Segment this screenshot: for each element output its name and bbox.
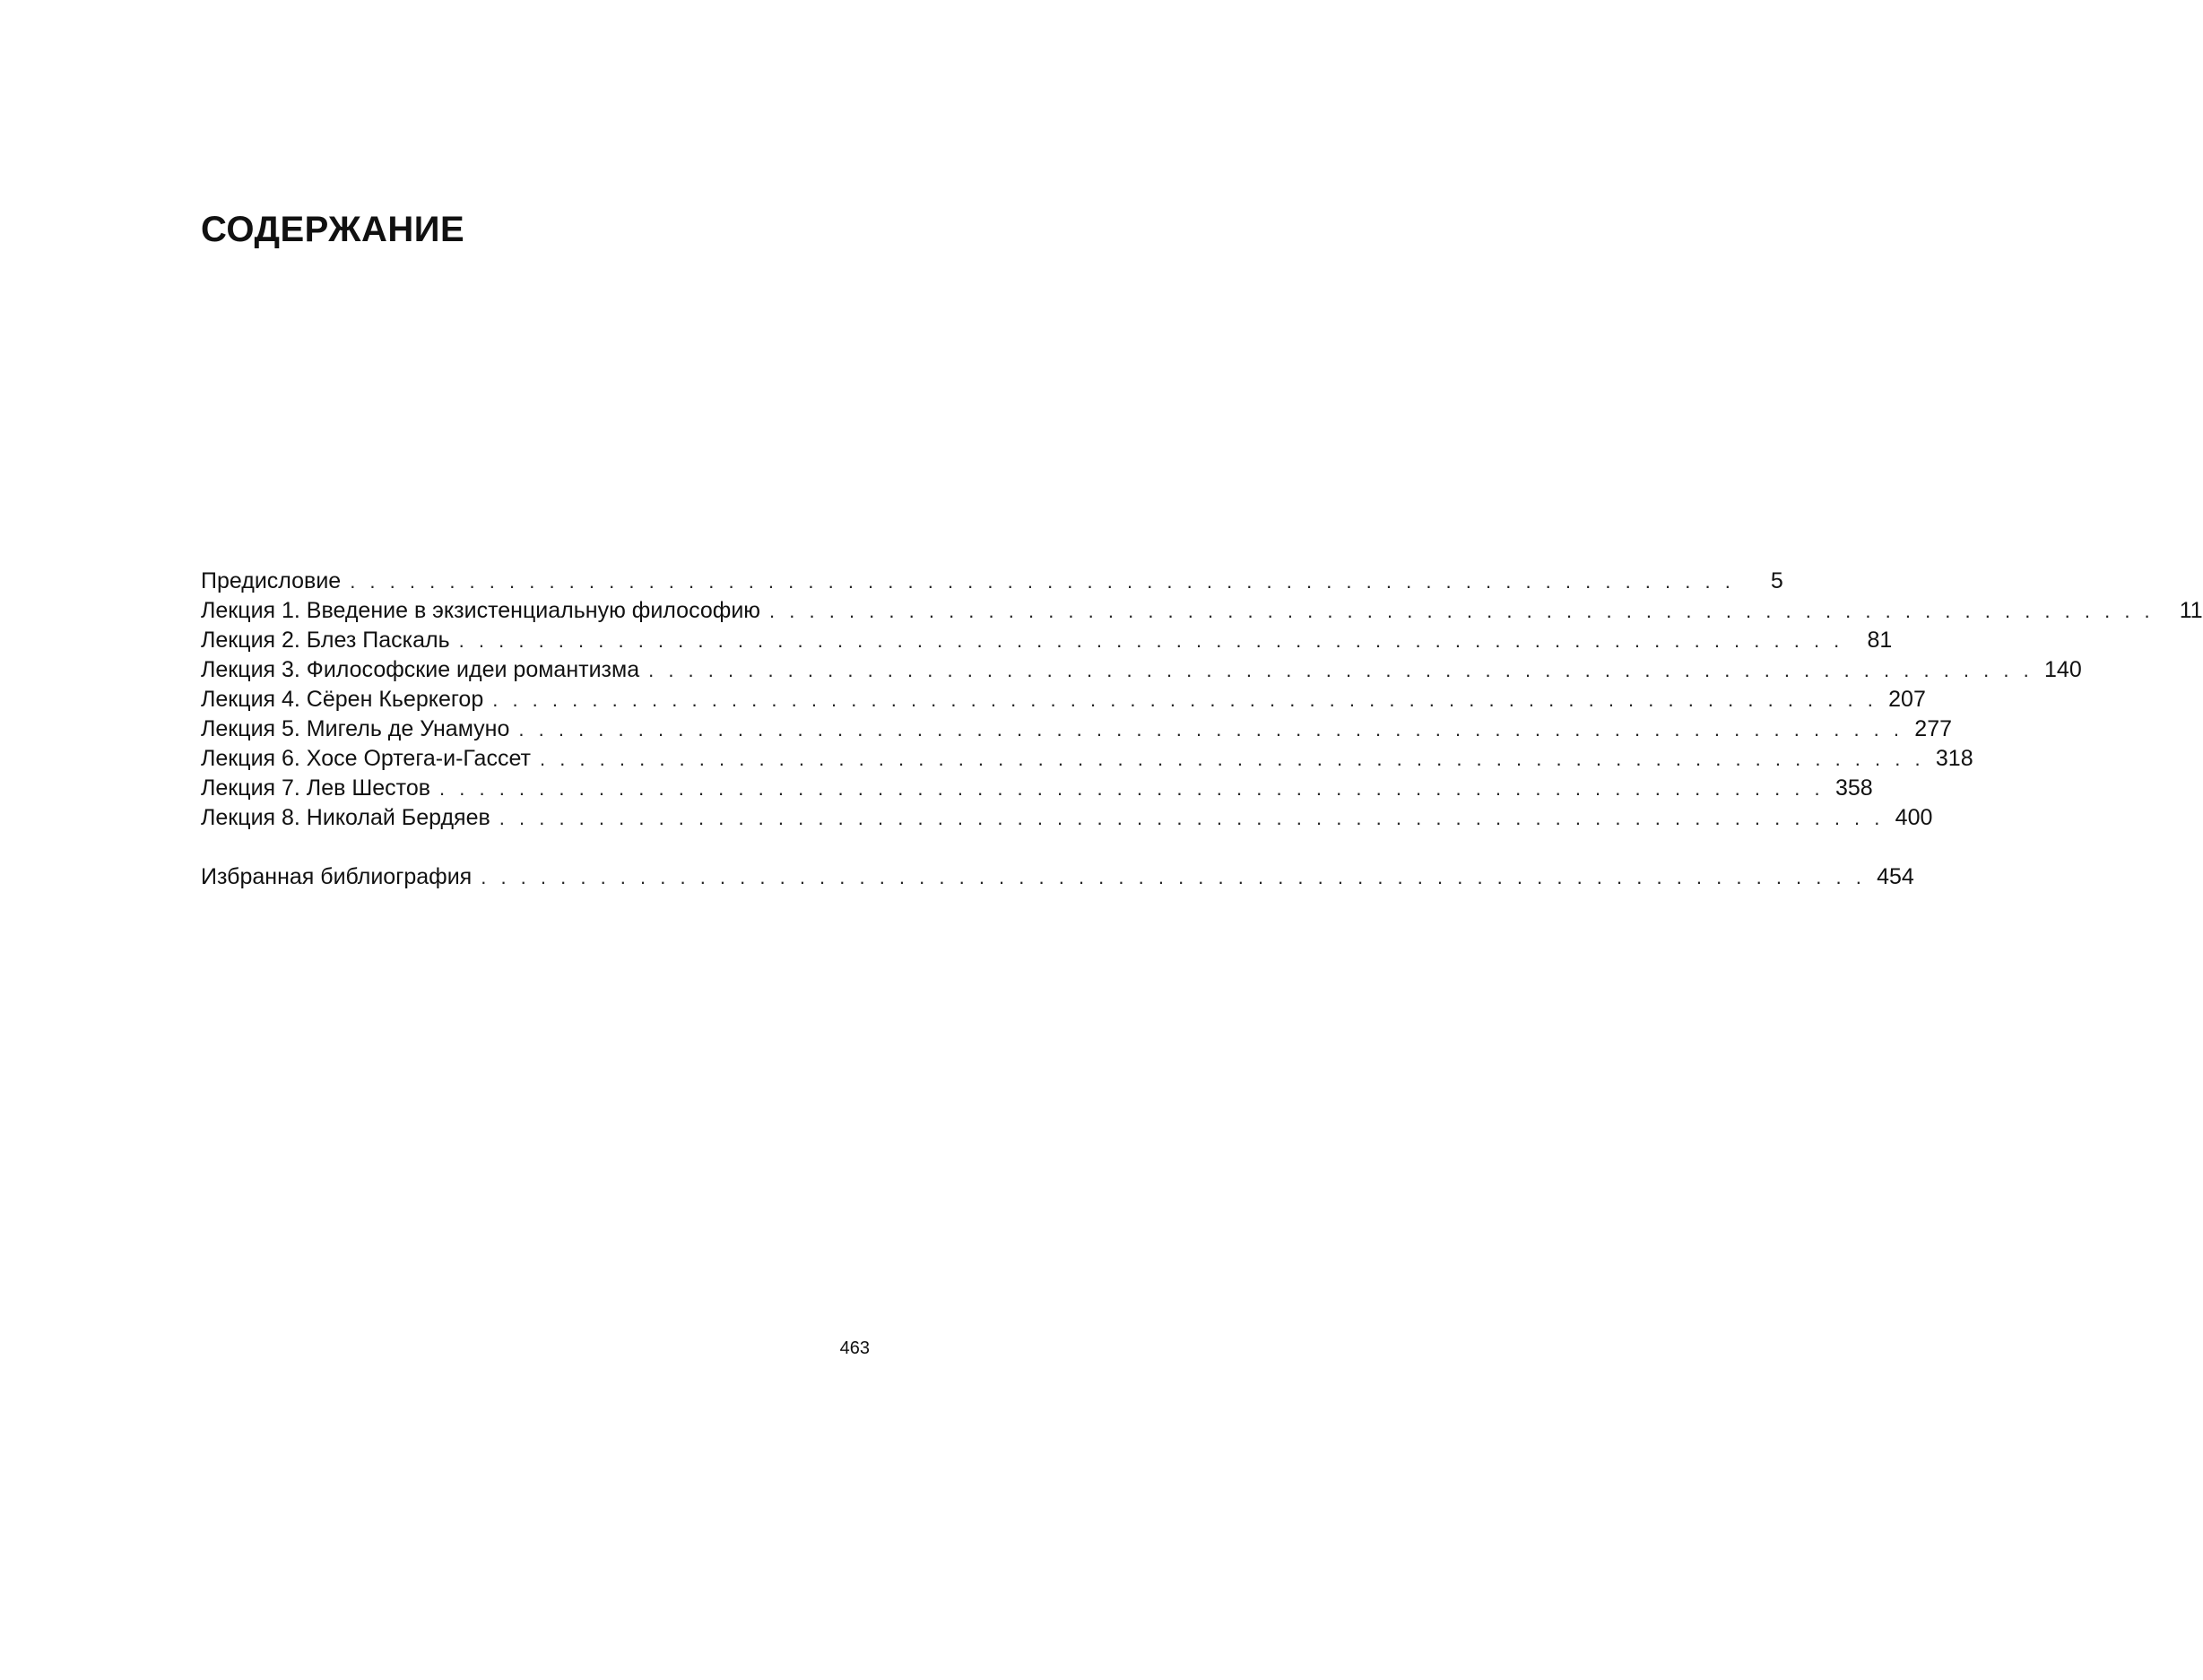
toc-entry-lecture-8[interactable] [201,803,1933,833]
table-of-contents [201,567,2203,892]
toc-entry-lecture-5[interactable] [201,714,1953,744]
toc-entry-lecture-3[interactable] [201,655,2082,685]
dot-leader: . . . . . . . . . . . . . . . . . . . . . . . . . . . . . . . . . . . . . . . . . . . . . . . . . . . . . . . . . . . . . . . . . . . . . . [458,629,1844,652]
toc-entry-lecture-4[interactable] [201,685,1926,714]
toc-entry-lecture-2[interactable] [201,626,1893,655]
toc-entry-lecture-6[interactable] [201,744,1973,774]
toc-entry-page: 454 [1877,864,1914,889]
toc-entry-title: Избранная библиография [201,864,473,889]
page-number: 463 [839,1338,870,1358]
dot-leader: . . . . . . . . . . . . . . . . . . . . . . . . . . . . . . . . . . . . . . . . . . . . . . . . . . . . . . . . . . . . . . . . . . . . . . [648,659,2034,681]
dot-leader: . . . . . . . . . . . . . . . . . . . . . . . . . . . . . . . . . . . . . . . . . . . . . . . . . . . . . . . . . . . . . . . . . . . . . . [539,748,1925,770]
toc-entry-page: 318 [1935,746,1973,771]
toc-entry-page: 277 [1914,716,1953,741]
toc-entry-lecture-1[interactable] [201,596,2203,626]
dot-leader: . . . . . . . . . . . . . . . . . . . . . . . . . . . . . . . . . . . . . . . . . . . . . . . . . . . . . . . . . . . . . . . . . . . . . . [492,688,1878,711]
toc-entry-page: 400 [1895,805,1933,830]
page-title: СОДЕРЖАНИЕ [201,210,465,249]
toc-entry-page: 140 [2044,657,2082,682]
toc-entry-title: Лекция 3. Философские идеи романтизма [201,657,640,682]
toc-entry-title: Предисловие [201,568,342,593]
dot-leader: . . . . . . . . . . . . . . . . . . . . . . . . . . . . . . . . . . . . . . . . . . . . . . . . . . . . . . . . . . . . . . . . . . . . . . [769,600,2155,622]
toc-entry-page: 81 [1867,628,1893,653]
toc-entry-title: Лекция 2. Блез Паскаль [201,628,450,653]
toc-entry-page: 5 [1770,568,1783,593]
toc-entry-title: Лекция 4. Сёрен Кьеркегор [201,687,484,712]
toc-entry-page: 11 [2179,598,2203,623]
toc-entry-page: 207 [1888,687,1926,712]
toc-entry-bibliography[interactable] [201,862,1914,892]
dot-leader: . . . . . . . . . . . . . . . . . . . . . . . . . . . . . . . . . . . . . . . . . . . . . . . . . . . . . . . . . . . . . . . . . . . . . . [350,570,1735,593]
dot-leader: . . . . . . . . . . . . . . . . . . . . . . . . . . . . . . . . . . . . . . . . . . . . . . . . . . . . . . . . . . . . . . . . . . . . . . [439,777,1825,800]
dot-leader: . . . . . . . . . . . . . . . . . . . . . . . . . . . . . . . . . . . . . . . . . . . . . . . . . . . . . . . . . . . . . . . . . . . . . . [518,718,1904,740]
dot-leader: . . . . . . . . . . . . . . . . . . . . . . . . . . . . . . . . . . . . . . . . . . . . . . . . . . . . . . . . . . . . . . . . . . . . . . [499,807,1885,829]
toc-entry-title: Лекция 7. Лев Шестов [201,775,431,801]
toc-entry-lecture-7[interactable] [201,774,1873,803]
toc-entry-page: 358 [1834,775,1873,801]
toc-entry-title: Лекция 5. Мигель де Унамуно [201,716,510,741]
toc-entry-title: Лекция 1. Введение в экзистенциальную философию [201,598,761,623]
toc-entry-preface[interactable] [201,567,1783,596]
dot-leader: . . . . . . . . . . . . . . . . . . . . . . . . . . . . . . . . . . . . . . . . . . . . . . . . . . . . . . . . . . . . . . . . . . . . . . [481,866,1866,888]
toc-entry-title: Лекция 6. Хосе Ортега-и-Гассет [201,746,531,771]
toc-entry-title: Лекция 8. Николай Бердяев [201,805,490,830]
